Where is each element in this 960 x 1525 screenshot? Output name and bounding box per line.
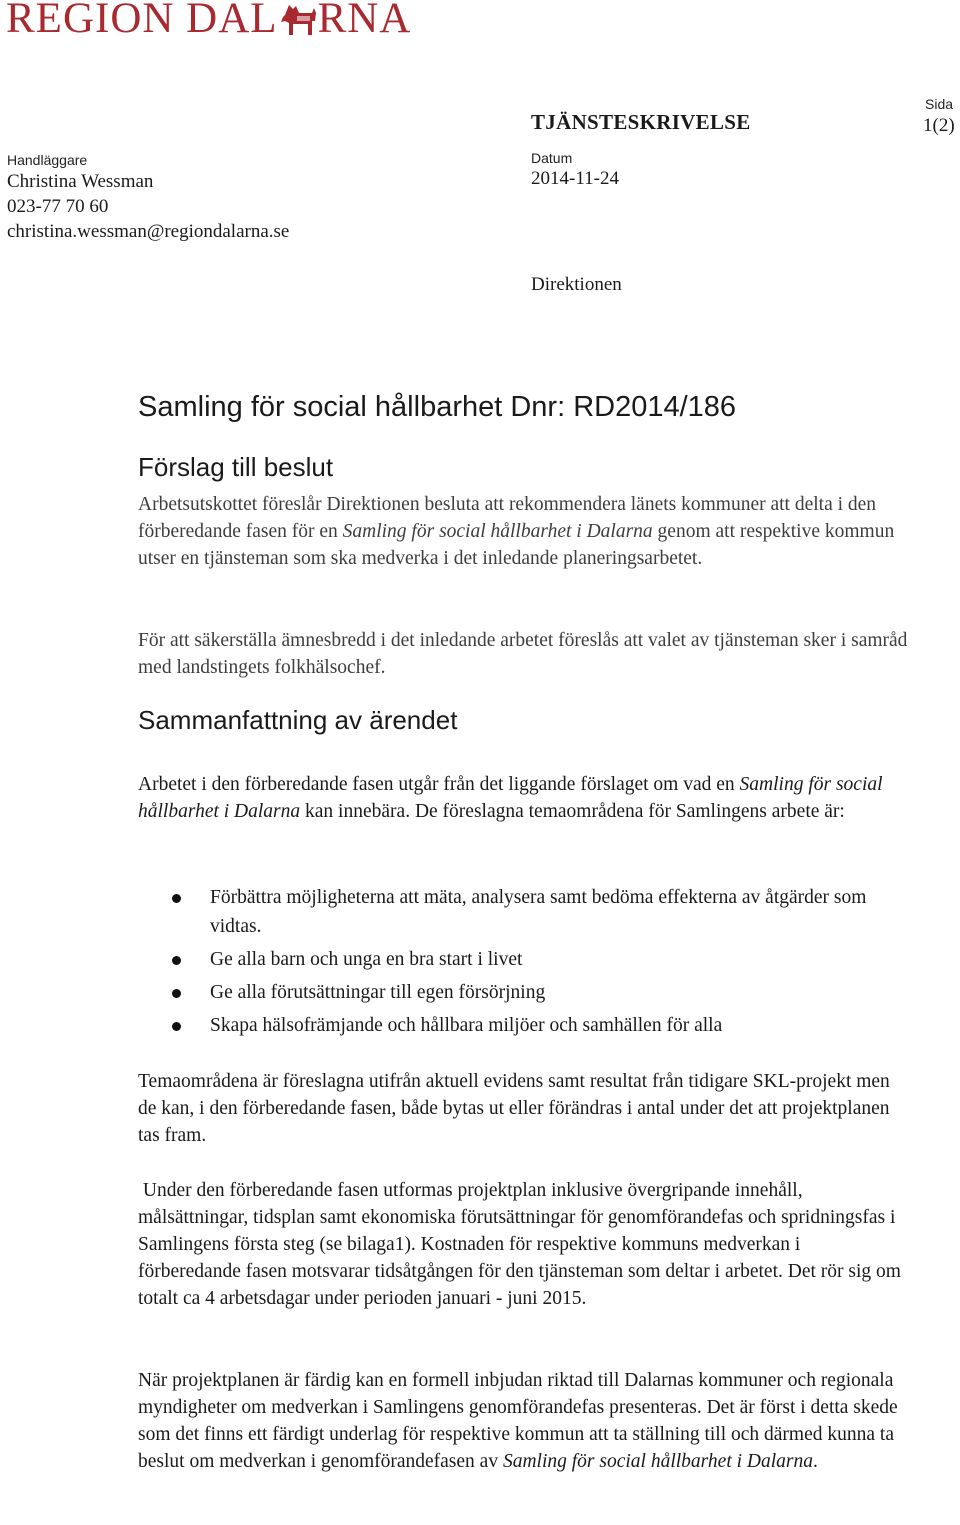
- section-heading-proposal: Förslag till beslut: [138, 452, 334, 482]
- document-type: TJÄNSTESKRIVELSE: [531, 110, 751, 134]
- summary-paragraph: Arbetet i den förberedande fasen utgår från det liggande förslaget om vad en Samling för social hållbarhet i Dalarna kan innebära. De föreslagna temaområdena för Samlingens arbete är:: [138, 774, 883, 822]
- handler-phone: 023-77 70 60: [7, 196, 109, 217]
- list-item: Förbättra möjligheterna att mäta, analysera samt bedöma effekterna av åtgärder som vidtas.: [138, 883, 908, 941]
- list-item: Ge alla barn och unga en bra start i livet: [138, 945, 908, 974]
- paragraph-theme-areas: Temaområdena är föreslagna utifrån aktuell evidens samt resultat från tidigare SKL-projekt men de kan, i den förberedande fasen, både bytas ut eller förändras i antal under det att projektplanen tas fram.: [138, 1071, 890, 1146]
- handler-email[interactable]: christina.wessman@regiondalarna.se: [7, 221, 290, 242]
- logo-text-left: REGION DAL: [6, 0, 278, 42]
- theme-area-list: [138, 883, 908, 1044]
- date-value: 2014-11-24: [531, 168, 619, 189]
- proposal-paragraph: Arbetsutskottet föreslår Direktionen besluta att rekommendera länets kommuner att delta i den förberedande fasen för en Samling för social hållbarhet i Dalarna genom att respektive kommun utser en tjänsteman som ska medverka i det inledande planeringsarbetet.: [138, 494, 895, 569]
- section-heading-summary: Sammanfattning av ärendet: [138, 705, 458, 735]
- handler-name: Christina Wessman: [7, 171, 154, 192]
- page-number: 1(2): [923, 115, 955, 136]
- list-item: Skapa hälsofrämjande och hållbara miljöer och samhällen för alla: [138, 1011, 908, 1040]
- bullet-icon: [172, 1022, 181, 1031]
- page-label: Sida: [925, 96, 954, 112]
- dala-horse-icon: [279, 1, 319, 37]
- list-item: Ge alla förutsättningar till egen försörjning: [138, 978, 908, 1007]
- logo-text-right: RNA: [317, 0, 412, 42]
- region-dalarna-logo: [6, 0, 411, 42]
- bullet-icon: [172, 894, 181, 903]
- bullet-icon: [172, 989, 181, 998]
- proposal-paragraph-2: För att säkerställa ämnesbredd i det inledande arbetet föreslås att valet av tjänsteman sker i samråd med landstingets folkhälsochef.: [138, 630, 908, 678]
- document-title: Samling för social hållbarhet Dnr: RD2014/186: [138, 391, 737, 423]
- paragraph-project-plan: När projektplanen är färdig kan en formell inbjudan riktad till Dalarnas kommuner och regionala myndigheter om medverkan i Samlingens genomförandefas presenteras. Det är först i detta skede som det finns ett färdigt underlag för respektive kommun att ta ställning till och därmed kunna ta beslut om medverkan i genomförandefasen av Samling för social hållbarhet i Dalarna.: [138, 1370, 898, 1472]
- date-label: Datum: [531, 150, 573, 166]
- paragraph-preparatory-phase: Under den förberedande fasen utformas projektplan inklusive övergripande innehåll, målsättningar, tidsplan samt ekonomiska förutsättningar för genomförandefas och spridningsfas i Samlingens första steg (se bilaga1). Kostnaden för respektive kommuns medverkan i förberedande fasen motsvarar tidsåtgången för den tjänsteman som deltar i arbetet. Det rör sig om totalt ca 4 arbetsdagar under perioden januari - juni 2015.: [138, 1180, 906, 1309]
- handler-label: Handläggare: [7, 152, 88, 168]
- recipient: Direktionen: [531, 274, 622, 295]
- bullet-icon: [172, 956, 181, 965]
